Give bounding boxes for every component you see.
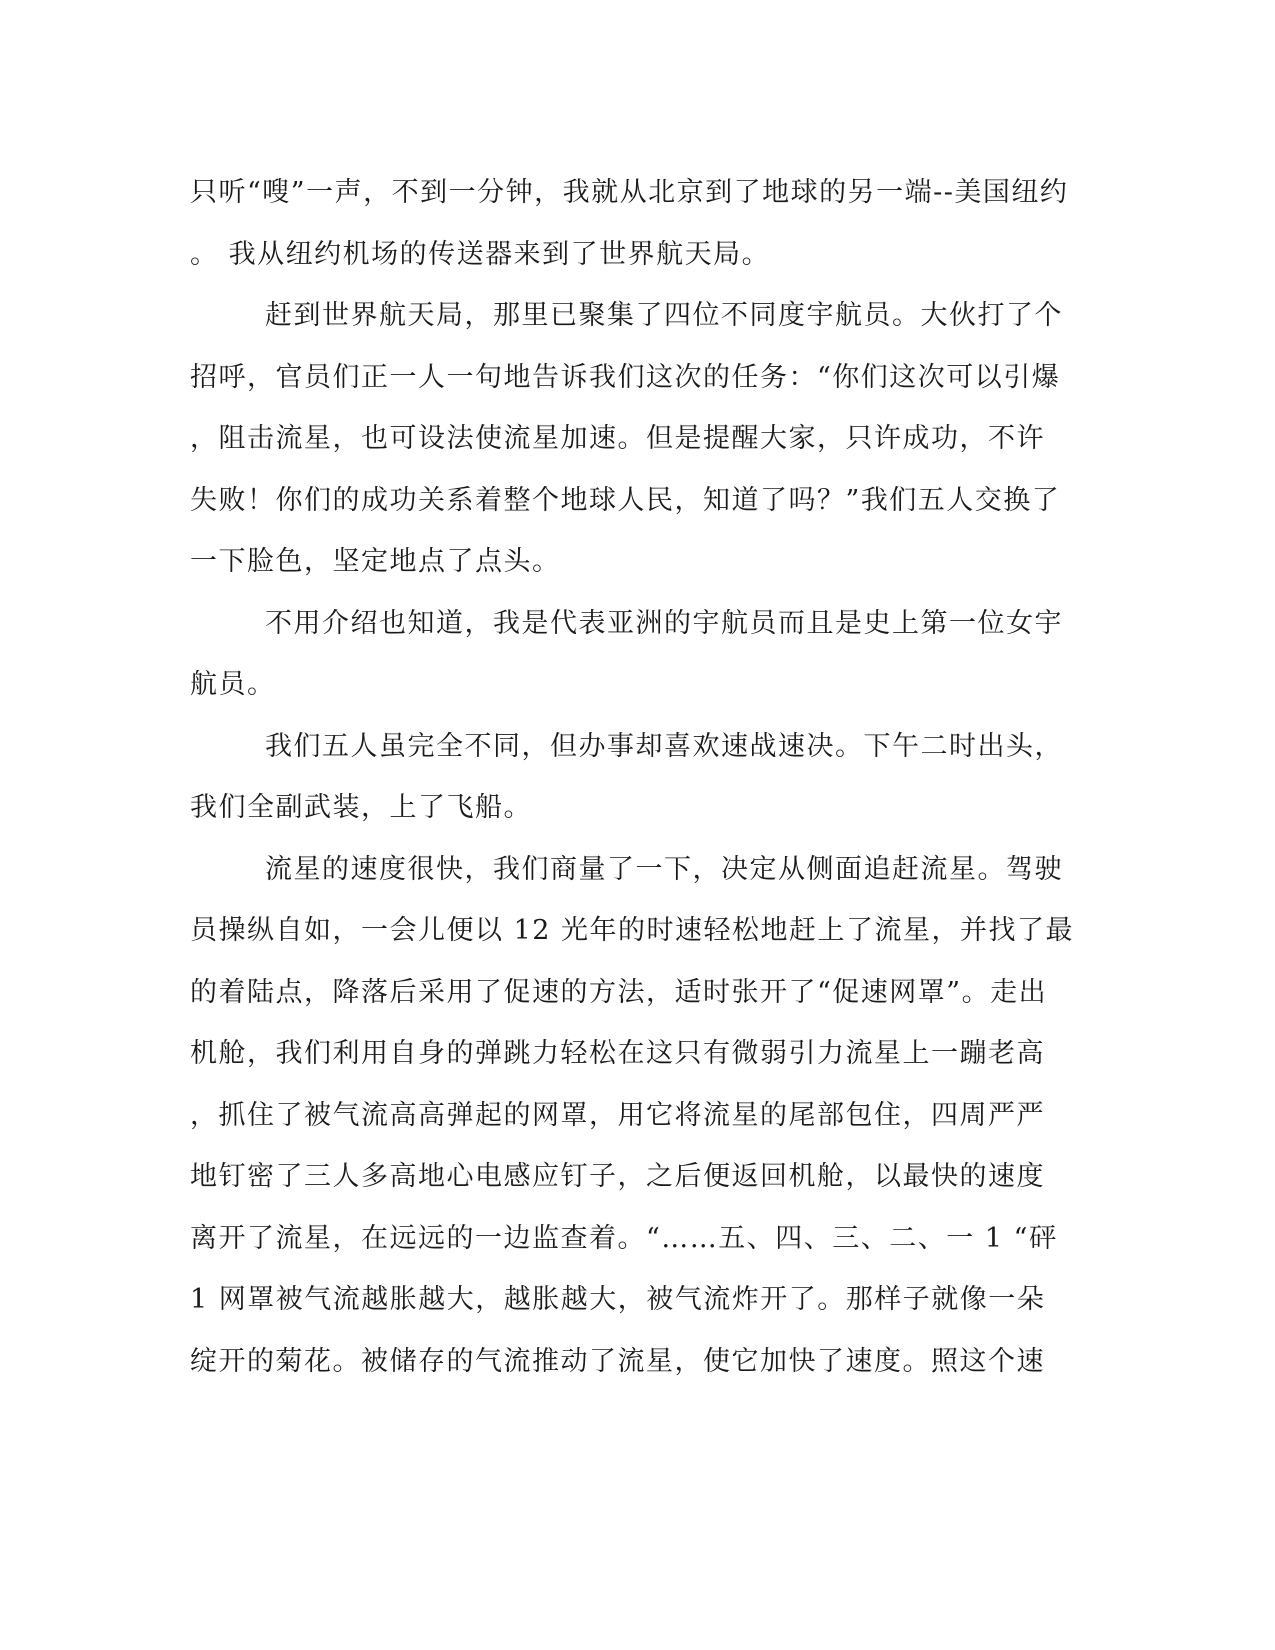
- text-line: 不用介绍也知道，我是代表亚洲的宇航员而且是史上第一位女宇: [265, 607, 1063, 639]
- text-line: 。 我从纽约机场的传送器来到了世界航天局。: [190, 238, 771, 270]
- text-line: 只听“嗖”一声，不到一分钟，我就从北京到了地球的另一端--美国纽约: [190, 177, 1069, 208]
- text-line: ，阻击流星，也可设法使流星加速。但是提醒大家，只许成功，不许: [190, 423, 1045, 454]
- body-text: [190, 162, 1080, 1392]
- text-line: 招呼，官员们正一人一句地告诉我们这次的任务：“你们这次可以引爆: [190, 361, 1061, 393]
- text-line: 失败！你们的成功关系着整个地球人民，知道了吗？”我们五人交换了: [190, 484, 1061, 516]
- text-line: 我们五人虽完全不同，但办事却喜欢速战速决。下午二时出头，: [265, 730, 1063, 762]
- text-line: 员操纵自如，一会儿便以 12 光年的时速轻松地赶上了流星，并找了最: [190, 915, 1075, 946]
- text-line: ，抓住了被气流高高弹起的网罩，用它将流星的尾部包住，四周严严: [190, 1099, 1045, 1131]
- text-line: 赶到世界航天局，那里已聚集了四位不同度宇航员。大伙打了个: [265, 300, 1063, 331]
- text-line: 绽开的菊花。被储存的气流推动了流星，使它加快了速度。照这个速: [190, 1345, 1045, 1377]
- text-line: 流星的速度很快，我们商量了一下，决定从侧面追赶流星。驾驶: [265, 853, 1063, 885]
- text-line: 航员。: [190, 669, 276, 700]
- text-line: 我们全副武装，上了飞船。: [190, 792, 532, 823]
- text-line: 机舱，我们利用自身的弹跳力轻松在这只有微弱引力流星上一蹦老高: [190, 1038, 1045, 1069]
- text-line: 地钉密了三人多高地心电感应钉子，之后便返回机舱，以最快的速度: [190, 1161, 1045, 1192]
- text-line: 一下脸色，坚定地点了点头。: [190, 546, 561, 577]
- text-line: 1 网罩被气流越胀越大，越胀越大，被气流炸开了。那样子就像一朵: [190, 1284, 1046, 1315]
- text-line: 的着陆点，降落后采用了促速的方法，适时张开了“促速网罩”。走出: [190, 976, 1048, 1008]
- text-line: 离开了流星，在远远的一边监查着。“……五、四、三、二、一 1 “砰: [190, 1222, 1058, 1254]
